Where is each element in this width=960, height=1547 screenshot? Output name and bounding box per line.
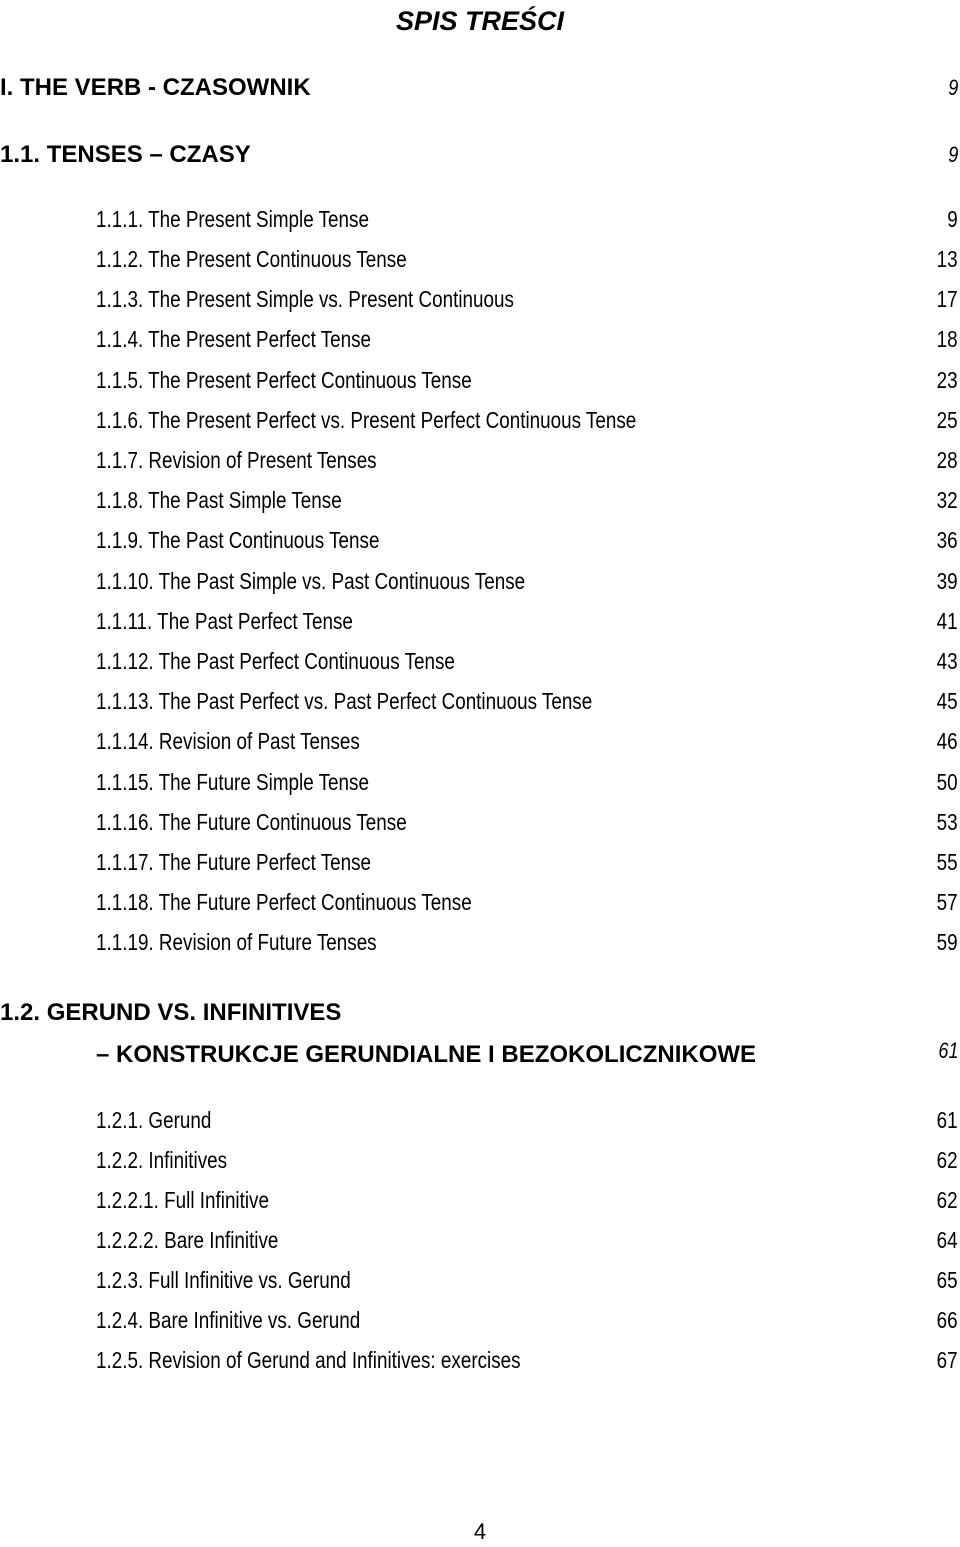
toc-entry-label: 1.2.1. Gerund [96, 1107, 212, 1133]
toc-section-tenses [0, 138, 958, 172]
toc-page-number: 32 [937, 487, 958, 513]
toc-page-number: 43 [937, 648, 958, 674]
toc-entry-label: 1.2.5. Revision of Gerund and Infinitives: exercises [96, 1347, 521, 1373]
toc-entry [0, 845, 958, 879]
toc-section-label: I. THE VERB - CZASOWNIK [0, 74, 311, 101]
toc-page-number: 61 [937, 1107, 958, 1133]
toc-entry [0, 564, 958, 598]
toc-entry [0, 483, 958, 517]
toc-page-number: 17 [937, 286, 958, 312]
toc-section-label: – KONSTRUKCJE GERUNDIALNE I BEZOKOLICZNIKOWE [96, 1041, 757, 1068]
toc-page-number: 66 [937, 1307, 958, 1333]
toc-entry [0, 363, 958, 397]
toc-entry-label: 1.2.4. Bare Infinitive vs. Gerund [96, 1307, 361, 1333]
toc-page-number: 9 [947, 75, 958, 100]
toc-entry [0, 885, 958, 919]
toc-page-number: 9 [947, 142, 958, 167]
toc-entry-label: 1.1.14. Revision of Past Tenses [96, 728, 360, 754]
toc-entry-label: 1.1.6. The Present Perfect vs. Present Perfect Continuous Tense [96, 407, 637, 433]
toc-entry-label: 1.1.3. The Present Simple vs. Present Continuous [96, 286, 514, 312]
toc-entry-label: 1.1.4. The Present Perfect Tense [96, 326, 372, 352]
toc-entry-label: 1.2.2.1. Full Infinitive [96, 1187, 269, 1213]
toc-section-label: 1.1. TENSES – CZASY [0, 141, 251, 168]
toc-entry [0, 1303, 958, 1337]
toc-entry [0, 1183, 958, 1217]
toc-page-number: 64 [937, 1227, 958, 1253]
toc-page-number: 55 [937, 849, 958, 875]
toc-entry [0, 443, 958, 477]
toc-page-number: 41 [937, 608, 958, 634]
toc-entry-label: 1.2.3. Full Infinitive vs. Gerund [96, 1267, 351, 1293]
page-number-footer: 4 [473, 1519, 487, 1544]
toc-entry [0, 1263, 958, 1297]
toc-page-number: 53 [937, 809, 958, 835]
toc-section-gerund [0, 996, 958, 1030]
toc-page-number: 25 [937, 407, 958, 433]
toc-entry [0, 242, 958, 276]
toc-entry [0, 403, 958, 437]
toc-entry-label: 1.1.9. The Past Continuous Tense [96, 527, 380, 553]
toc-section-verb [0, 71, 958, 105]
toc-page-number: 59 [937, 929, 958, 955]
toc-entry-label: 1.1.15. The Future Simple Tense [96, 769, 369, 795]
toc-entry [0, 724, 958, 758]
toc-page-number: 9 [947, 206, 958, 232]
toc-entry-label: 1.1.16. The Future Continuous Tense [96, 809, 407, 835]
toc-page-number: 28 [937, 447, 958, 473]
toc-entry [0, 523, 958, 557]
toc-entry [0, 925, 958, 959]
toc-entry-label: 1.1.5. The Present Perfect Continuous Tense [96, 367, 472, 393]
toc-page-number: 23 [937, 367, 958, 393]
toc-entry [0, 604, 958, 638]
toc-entry-label: 1.2.2. Infinitives [96, 1147, 228, 1173]
toc-page-number: 57 [937, 889, 958, 915]
toc-entry [0, 765, 958, 799]
toc-entry-label: 1.1.8. The Past Simple Tense [96, 487, 342, 513]
toc-page-number: 62 [937, 1187, 958, 1213]
toc-page-number: 61 [937, 1038, 958, 1063]
toc-entry-label: 1.1.1. The Present Simple Tense [96, 206, 369, 232]
toc-entry [0, 1343, 958, 1377]
toc-entry-label: 1.1.2. The Present Continuous Tense [96, 246, 407, 272]
toc-entry-label: 1.1.19. Revision of Future Tenses [96, 929, 377, 955]
toc-section-label: 1.2. GERUND VS. INFINITIVES [0, 999, 342, 1026]
toc-entry-label: 1.1.11. The Past Perfect Tense [96, 608, 353, 634]
toc-page-number: 13 [937, 246, 958, 272]
toc-page-number: 67 [937, 1347, 958, 1373]
toc-page-number: 45 [937, 688, 958, 714]
toc-section-gerund-sub [0, 1038, 958, 1072]
toc-entry-label: 1.1.10. The Past Simple vs. Past Continuous Tense [96, 568, 526, 594]
toc-entry [0, 1143, 958, 1177]
toc-entry [0, 684, 958, 718]
toc-entry-label: 1.1.17. The Future Perfect Tense [96, 849, 372, 875]
toc-entry-label: 1.1.13. The Past Perfect vs. Past Perfect Continuous Tense [96, 688, 593, 714]
toc-entry [0, 1223, 958, 1257]
toc-entry-label: 1.1.7. Revision of Present Tenses [96, 447, 377, 473]
toc-page-number: 39 [937, 568, 958, 594]
toc-entry [0, 202, 958, 236]
toc-page-number: 46 [937, 728, 958, 754]
toc-page-number: 36 [937, 527, 958, 553]
toc-entry [0, 322, 958, 356]
toc-entry-label: 1.2.2.2. Bare Infinitive [96, 1227, 279, 1253]
toc-page-number: 18 [937, 326, 958, 352]
toc-entry-label: 1.1.18. The Future Perfect Continuous Tense [96, 889, 472, 915]
page-title: SPIS TREŚCI [395, 6, 565, 36]
toc-entry [0, 805, 958, 839]
toc-entry [0, 282, 958, 316]
toc-entry [0, 644, 958, 678]
toc-entry-label: 1.1.12. The Past Perfect Continuous Tense [96, 648, 455, 674]
toc-page-number: 62 [937, 1147, 958, 1173]
toc-page-number: 50 [937, 769, 958, 795]
toc-page-number: 65 [937, 1267, 958, 1293]
toc-entry [0, 1103, 958, 1137]
